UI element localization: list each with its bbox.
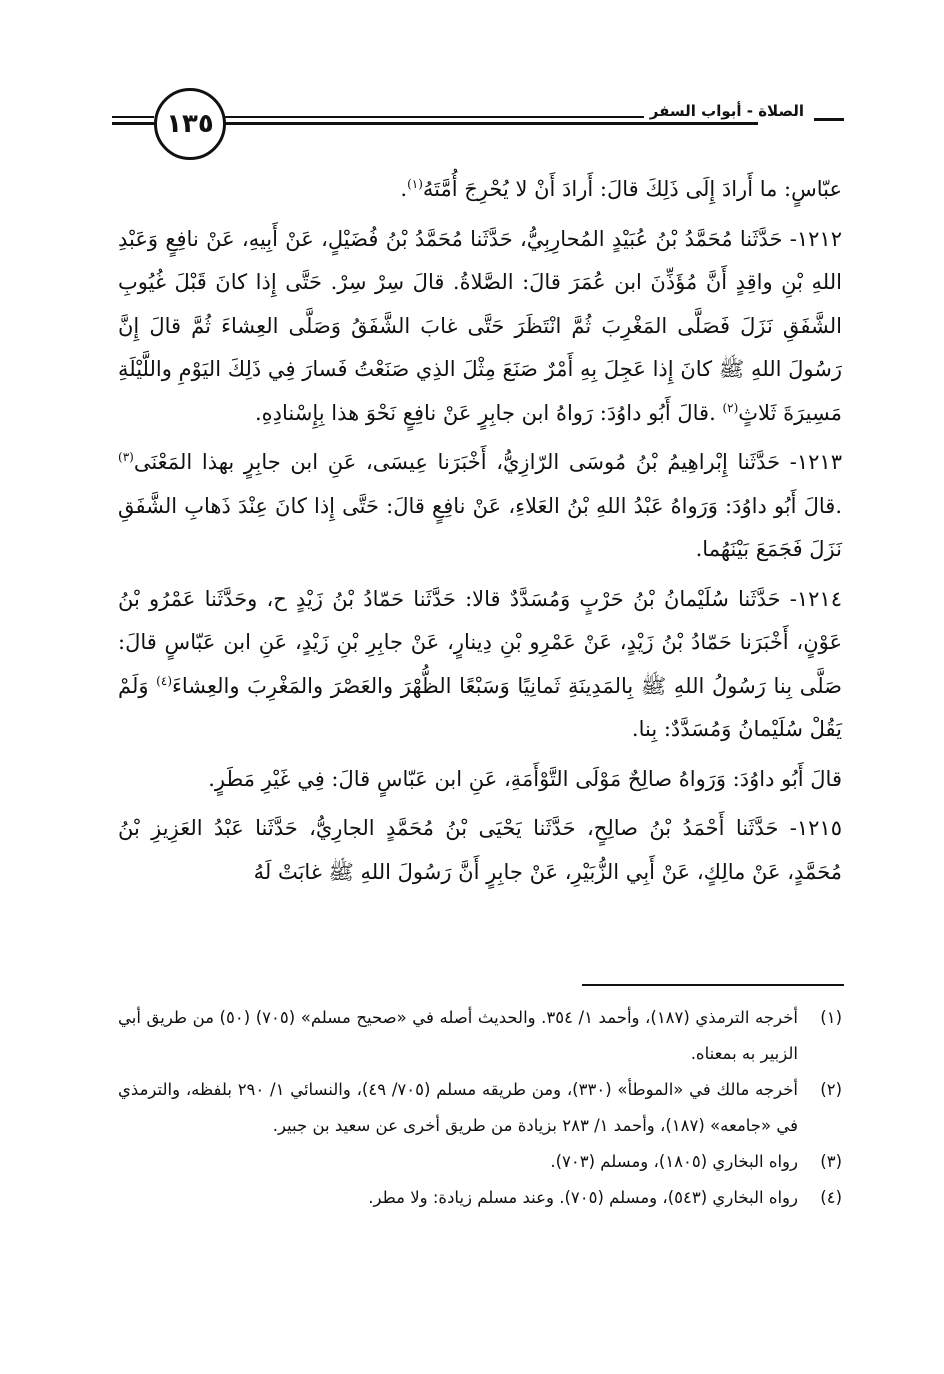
running-title: الصلاة - أبواب السفر — [644, 102, 810, 120]
footnote-ref: (٢) — [722, 400, 739, 415]
footnote-ref: (٤) — [156, 673, 172, 688]
footnote-ref: (١) — [407, 177, 423, 191]
footnote-number: (٣) — [820, 1152, 842, 1171]
footnote — [118, 1144, 842, 1180]
paragraph-text: ١٢١٤- حَدَّثَنا سُلَيْمانُ بْنُ حَرْبٍ وَمُسَدَّدٌ قالا: حَدَّثَنا حَمّادُ بْنُ زَيْدٍ ح، وحَدَّثَنا عَمْرُو بْنُ عَوْنٍ، أَخْبَرَنا حَمّادُ بْنُ زَيْدٍ، عَنْ عَمْرِو بْنِ دِينارٍ، عَنْ جابِرِ بْنِ زَيْدٍ، عَنِ ابن عَبّاسٍ قالَ: صَلَّى بِنا رَسُولُ اللهِ ﷺ بِالمَدِينَةِ ثَمانِيًا وَسَبْعًا الظُّهْرَ والعَصْرَ والمَغْرِبَ والعِشاءَ — [118, 586, 842, 698]
footnote — [118, 1000, 842, 1072]
footnotes — [118, 1000, 842, 1216]
footnote-number: (٤) — [820, 1188, 842, 1207]
header-rule — [112, 116, 154, 118]
paragraph — [118, 218, 842, 436]
footnote — [118, 1072, 842, 1144]
footnote-text: رواه البخاري (٥٤٣)، ومسلم (٧٠٥). وعند مسلم زيادة: ولا مطر. — [368, 1188, 798, 1207]
paragraph — [118, 441, 842, 572]
paragraph-text: ١٢١٥- حَدَّثَنا أَحْمَدُ بْنُ صالِحٍ، حَدَّثَنا يَحْيَى بْنُ مُحَمَّدٍ الجارِيُّ، حَدَّثَنا عَبْدُ العَزِيزِ بْنُ مُحَمَّدٍ، عَنْ مالِكٍ، عَنْ أَبِي الزُّبَيْرِ، عَنْ جابِرٍ أَنَّ رَسُولَ اللهِ ﷺ غابَتْ لَهُ — [118, 816, 842, 884]
footnote-number: (٢) — [820, 1080, 842, 1099]
footnote-ref: (٣) — [118, 450, 134, 464]
header-rule — [222, 122, 758, 125]
paragraph-text: وَلَمْ يَقُلْ سُلَيْمانُ وَمُسَدَّدٌ: بِنا. — [118, 673, 842, 741]
main-text — [118, 168, 842, 900]
footnote-number: (١) — [820, 1008, 842, 1027]
footnote — [118, 1180, 842, 1216]
footnote-text: رواه البخاري (١٨٠٥)، ومسلم (٧٠٣). — [550, 1152, 798, 1171]
footnote-text: أخرجه مالك في «الموطأ» (٣٣٠)، ومن طريقه مسلم (٧٠٥/ ٤٩)، والنسائي ١/ ٢٩٠ بلفظه، والترمذي في «جامعه» (١٨٧)، وأحمد ١/ ٢٨٣ بزيادة من طريق أخرى عن سعيد بن جبير. — [118, 1080, 798, 1135]
footnote-text: أخرجه الترمذي (١٨٧)، وأحمد ١/ ٣٥٤. والحديث أصله في «صحيح مسلم» (٧٠٥) (٥٠) من طريق أبي الزبير به بمعناه. — [118, 1008, 798, 1063]
paragraph-text: ١٢١٣- حَدَّثَنا إِبْراهِيمُ بْنُ مُوسَى الرّازِيُّ، أَخْبَرَنا عِيسَى، عَنِ ابن جابِرٍ بهذا المَعْنَى — [133, 450, 842, 474]
paragraph — [118, 807, 842, 894]
footnote-separator — [582, 984, 844, 986]
page-header — [112, 88, 844, 160]
paragraph-text: قالَ أَبُو داوُدَ: وَرَواهُ صالِحٌ مَوْلَى التَّوْأَمَةِ، عَنِ ابن عَبّاسٍ قالَ: فِي غَيْرِ مَطَرٍ. — [208, 766, 842, 791]
paragraph — [118, 758, 842, 802]
page-number: ١٣٥ — [154, 88, 226, 160]
paragraph-text: .قالَ أَبُو داوُدَ: وَرَواهُ عَبْدُ اللهِ بْنُ العَلاءِ، عَنْ نافِعٍ قالَ: حَتَّى إِذا كانَ عِنْدَ ذَهابِ الشَّفَقِ نَزَلَ فَجَمَعَ بَيْنَهُما. — [118, 493, 842, 561]
header-rule — [112, 122, 154, 125]
paragraph: عبّاسٍ: ما أَرادَ إِلَى ذَلِكَ قالَ: أَرادَ أَنْ لا يُحْرِجَ أُمَّتَهُ$^{(١)}$. — [400, 177, 842, 201]
paragraph — [118, 578, 842, 752]
header-rule — [814, 118, 844, 121]
paragraph-text: ١٢١٢- حَدَّثَنا مُحَمَّدُ بْنُ عُبَيْدٍ المُحارِبِيُّ، حَدَّثَنا مُحَمَّدُ بْنُ فُضَيْلٍ، عَنْ أَبِيهِ، عَنْ نافِعٍ وَعَبْدِ اللهِ بْنِ واقِدٍ أَنَّ مُؤَذِّنَ ابن عُمَرَ قالَ: الصَّلاةُ. قالَ سِرْ سِرْ. حَتَّى إِذا كانَ قَبْلَ غُيُوبِ الشَّفَقِ نَزَلَ فَصَلَّى المَغْرِبَ ثُمَّ انْتَظَرَ حَتَّى غابَ الشَّفَقُ وَصَلَّى العِشاءَ ثُمَّ قالَ إِنَّ رَسُولَ اللهِ ﷺ كانَ إِذا عَجِلَ بِهِ أَمْرٌ صَنَعَ مِثْلَ الذِي صَنَعْتُ فَسارَ فِي ذَلِكَ اليَوْمِ واللَّيْلَةِ مَسِيرَةَ ثَلاثٍ — [118, 226, 842, 425]
paragraph-text: عبّاسٍ: ما أَرادَ إِلَى ذَلِكَ قالَ: أَرادَ أَنْ لا يُحْرِجَ أُمَّتَهُ — [422, 177, 842, 201]
paragraph-text: .قالَ أَبُو داوُدَ: رَواهُ ابن جابِرٍ عَنْ نافِعٍ نَحْوَ هذا بِإِسْنادِهِ. — [254, 400, 716, 425]
